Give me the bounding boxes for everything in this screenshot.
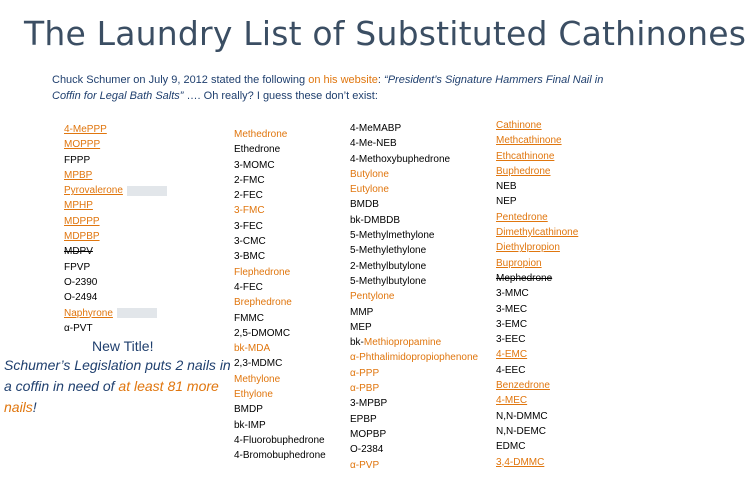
- compound-name: α-PVP: [350, 459, 380, 471]
- compound-entry[interactable]: [496, 149, 578, 164]
- compound-entry[interactable]: [64, 229, 167, 244]
- compound-entry: [350, 136, 478, 151]
- compound-entry[interactable]: [496, 378, 578, 393]
- compound-entry: [234, 433, 326, 448]
- compound-name: Eutylone: [350, 184, 389, 196]
- intro-text-part2: :: [377, 74, 385, 86]
- compound-name: 3-MOMC: [234, 159, 275, 171]
- compound-name: α-PVT: [64, 322, 93, 334]
- intro-paragraph: [52, 72, 612, 104]
- compound-name[interactable]: Pentedrone: [496, 211, 548, 223]
- compound-name[interactable]: Dimethylcathinone: [496, 227, 579, 239]
- compound-entry: [234, 249, 326, 264]
- compound-name: N,N-DEMC: [496, 425, 546, 437]
- compound-entry: [350, 121, 478, 136]
- compound-entry: [350, 442, 478, 457]
- compound-name: NEP: [496, 196, 517, 208]
- compound-entry: [496, 424, 578, 439]
- compound-entry[interactable]: [496, 240, 578, 255]
- compound-name: bk-DMBDB: [350, 214, 401, 226]
- compound-entry: [234, 387, 326, 402]
- compound-entry: [234, 265, 326, 280]
- compound-name: O-2390: [64, 276, 98, 288]
- compound-name: BMDP: [234, 404, 263, 416]
- compound-name: MDPV: [64, 246, 93, 258]
- compound-entry: [496, 363, 578, 378]
- compound-entry[interactable]: [496, 164, 578, 179]
- compound-name: 4-MeMABP: [350, 123, 402, 134]
- compound-entry: [64, 244, 167, 259]
- compound-name[interactable]: 4-EMC: [496, 349, 528, 361]
- compound-name: MEP: [350, 321, 372, 333]
- compound-name[interactable]: MOPPP: [64, 139, 101, 151]
- compound-entry: [496, 194, 578, 209]
- compound-name: α-Phthalimidopropiophenone: [350, 352, 479, 364]
- compound-name[interactable]: Diethylpropion: [496, 242, 560, 254]
- compound-entry: [350, 396, 478, 411]
- compound-name: 4-FEC: [234, 281, 263, 293]
- compound-name[interactable]: Bupropion: [496, 257, 542, 269]
- compound-entry: [350, 228, 478, 243]
- compound-name: N,N-DMMC: [496, 410, 548, 422]
- compound-name[interactable]: Methcathinone: [496, 135, 562, 147]
- compound-name: 3-FEC: [234, 220, 263, 232]
- compound-entry: [234, 356, 326, 371]
- compound-name: FMMC: [234, 312, 264, 324]
- compound-name[interactable]: Pyrovalerone: [64, 185, 123, 197]
- compound-column-4: [496, 118, 578, 470]
- compound-entry[interactable]: [64, 137, 167, 152]
- compound-entry: [496, 317, 578, 332]
- compound-entry[interactable]: [496, 256, 578, 271]
- compound-entry: [350, 167, 478, 182]
- compound-entry[interactable]: [64, 122, 167, 137]
- compound-entry[interactable]: [64, 183, 167, 198]
- compound-name: Butylone: [350, 168, 389, 180]
- compound-name: bk-IMP: [234, 419, 266, 431]
- compound-entry: [64, 153, 167, 168]
- compound-name[interactable]: MPBP: [64, 169, 93, 181]
- compound-name: 3-FMC: [234, 205, 265, 217]
- compound-entry: [350, 305, 478, 320]
- intro-text-part3: …. Oh really? I guess these don’t exist:: [183, 90, 378, 102]
- compound-entry: [350, 259, 478, 274]
- compound-name: bk-MDA: [234, 343, 271, 355]
- compound-name: FPPP: [64, 154, 91, 166]
- compound-name: MOPBP: [350, 428, 387, 440]
- compound-name: O-2494: [64, 292, 98, 304]
- compound-name: EPBP: [350, 413, 377, 425]
- compound-name: EDMC: [496, 441, 526, 453]
- compound-name[interactable]: Benzedrone: [496, 380, 550, 392]
- compound-column-3: [350, 121, 478, 473]
- compound-entry[interactable]: [64, 168, 167, 183]
- compound-name[interactable]: Ethcathinone: [496, 150, 555, 162]
- compound-entry: [496, 271, 578, 286]
- compound-name: 2,5-DMOMC: [234, 327, 291, 339]
- compound-name[interactable]: MDPPP: [64, 215, 100, 227]
- compound-name: 2-FEC: [234, 190, 263, 202]
- compound-entry: [496, 286, 578, 301]
- compound-name: 2-FMC: [234, 174, 265, 186]
- compound-name: 3-CMC: [234, 236, 266, 248]
- compound-entry: [350, 274, 478, 289]
- compound-entry: [234, 158, 326, 173]
- compound-entry: [350, 412, 478, 427]
- compound-entry: [234, 295, 326, 310]
- compound-name[interactable]: MDPBP: [64, 231, 100, 243]
- compound-name: Ethedrone: [234, 144, 281, 156]
- compound-entry: [350, 381, 478, 396]
- compound-name: 3-MMC: [496, 288, 529, 300]
- compound-entry: [496, 439, 578, 454]
- compound-name: α-PPP: [350, 367, 380, 379]
- compound-name: 2,3-MDMC: [234, 358, 283, 370]
- compound-name: 3-MEC: [496, 303, 528, 315]
- compound-entry: [350, 366, 478, 381]
- compound-entry: [234, 127, 326, 142]
- compound-column-1: [64, 122, 167, 336]
- compound-name: NEB: [496, 181, 517, 193]
- compound-entry[interactable]: [496, 118, 578, 133]
- compound-entry: [234, 372, 326, 387]
- compound-name[interactable]: 3,4-DMMC: [496, 456, 545, 468]
- compound-name: 4-Bromobuphedrone: [234, 450, 326, 462]
- compound-name: 4-Me-NEB: [350, 138, 397, 150]
- compound-entry: [234, 418, 326, 433]
- compound-entry: [234, 142, 326, 157]
- compound-name[interactable]: MPHP: [64, 200, 93, 212]
- compound-entry: [350, 182, 478, 197]
- compound-entry: [350, 152, 478, 167]
- compound-name: 4-Methoxybuphedrone: [350, 153, 451, 165]
- compound-entry: [234, 219, 326, 234]
- compound-entry: [496, 179, 578, 194]
- compound-entry[interactable]: [64, 306, 167, 321]
- compound-entry[interactable]: [496, 225, 578, 240]
- compound-name: FPVP: [64, 261, 91, 273]
- compound-name: 5-Methylethylone: [350, 245, 427, 257]
- intro-quote: “President’s Signature Hammers Final Nail in Coffin for Legal Bath Salts”: [52, 74, 604, 102]
- compound-entry[interactable]: [496, 210, 578, 225]
- compound-name: Ethylone: [234, 389, 273, 401]
- compound-entry: [234, 402, 326, 417]
- redacted-badge: [117, 308, 157, 318]
- compound-name: 3-EMC: [496, 318, 528, 330]
- compound-name: MMP: [350, 306, 374, 318]
- compound-name: 3-EEC: [496, 334, 526, 346]
- compound-name[interactable]: Naphyrone: [64, 307, 113, 319]
- compound-entry: [350, 320, 478, 335]
- compound-entry: [234, 188, 326, 203]
- compound-name: α-PBP: [350, 383, 380, 395]
- compound-entry: [350, 350, 478, 365]
- website-link[interactable]: on his website: [308, 74, 378, 86]
- compound-entry: [234, 311, 326, 326]
- compound-name-suffix: Methiopropamine: [363, 337, 442, 349]
- compound-name: Methedrone: [234, 129, 288, 140]
- compound-name: Pentylone: [350, 291, 395, 303]
- compound-entry: [350, 458, 478, 473]
- compound-entry: [234, 280, 326, 295]
- schumer-note-part2: !: [32, 399, 37, 415]
- compound-entry: [234, 341, 326, 356]
- compound-name: Methylone: [234, 373, 281, 385]
- compound-name: Flephedrone: [234, 266, 291, 278]
- compound-entry: [350, 213, 478, 228]
- compound-name[interactable]: 4-MEC: [496, 395, 528, 407]
- compound-entry: [234, 234, 326, 249]
- compound-name[interactable]: Buphedrone: [496, 165, 551, 177]
- compound-entry: [350, 289, 478, 304]
- compound-name: 2-Methylbutylone: [350, 260, 427, 272]
- schumer-note-part1: Schumer’s Legislation puts 2 nails in a coffin in need of: [4, 357, 231, 394]
- compound-name: 5-Methylbutylone: [350, 275, 427, 287]
- compound-entry: [64, 321, 167, 336]
- compound-entry: [496, 332, 578, 347]
- compound-entry: [234, 448, 326, 463]
- compound-entry: [496, 302, 578, 317]
- compound-entry: [234, 173, 326, 188]
- compound-entry[interactable]: [64, 198, 167, 213]
- compound-entry[interactable]: [496, 393, 578, 408]
- compound-name: 3-MPBP: [350, 398, 388, 410]
- compound-entry[interactable]: [496, 347, 578, 362]
- compound-entry: [234, 203, 326, 218]
- compound-name: 4-EEC: [496, 364, 526, 376]
- compound-name: Mephedrone: [496, 272, 553, 284]
- compound-name: Brephedrone: [234, 297, 292, 309]
- compound-entry[interactable]: [64, 214, 167, 229]
- compound-name[interactable]: 4-MePPP: [64, 124, 107, 135]
- compound-name: 5-Methylmethylone: [350, 230, 435, 242]
- compound-entry: [64, 260, 167, 275]
- compound-entry[interactable]: [496, 133, 578, 148]
- compound-entry[interactable]: [496, 455, 578, 470]
- compound-entry: [350, 427, 478, 442]
- compound-entry: [234, 326, 326, 341]
- compound-entry: [64, 275, 167, 290]
- compound-entry: [350, 243, 478, 258]
- compound-entry: [350, 335, 478, 350]
- compound-name: 4-Fluorobuphedrone: [234, 434, 325, 446]
- compound-entry: [64, 290, 167, 305]
- compound-name: 3-BMC: [234, 251, 266, 263]
- slide-title: The Laundry List of Substituted Cathinones: [24, 14, 746, 53]
- schumer-note-highlight: at least 81 more nails: [4, 378, 219, 415]
- compound-name: O-2384: [350, 444, 384, 456]
- compound-entry: [496, 409, 578, 424]
- compound-column-2: [234, 127, 326, 464]
- compound-entry: [350, 197, 478, 212]
- new-title-label: New Title!: [92, 338, 154, 354]
- compound-name: bk-: [350, 337, 364, 349]
- redacted-badge: [127, 186, 167, 196]
- compound-name: BMDB: [350, 199, 379, 211]
- intro-text-part1: Chuck Schumer on July 9, 2012 stated the following: [52, 74, 309, 86]
- schumer-note: [4, 355, 232, 418]
- compound-name[interactable]: Cathinone: [496, 120, 542, 131]
